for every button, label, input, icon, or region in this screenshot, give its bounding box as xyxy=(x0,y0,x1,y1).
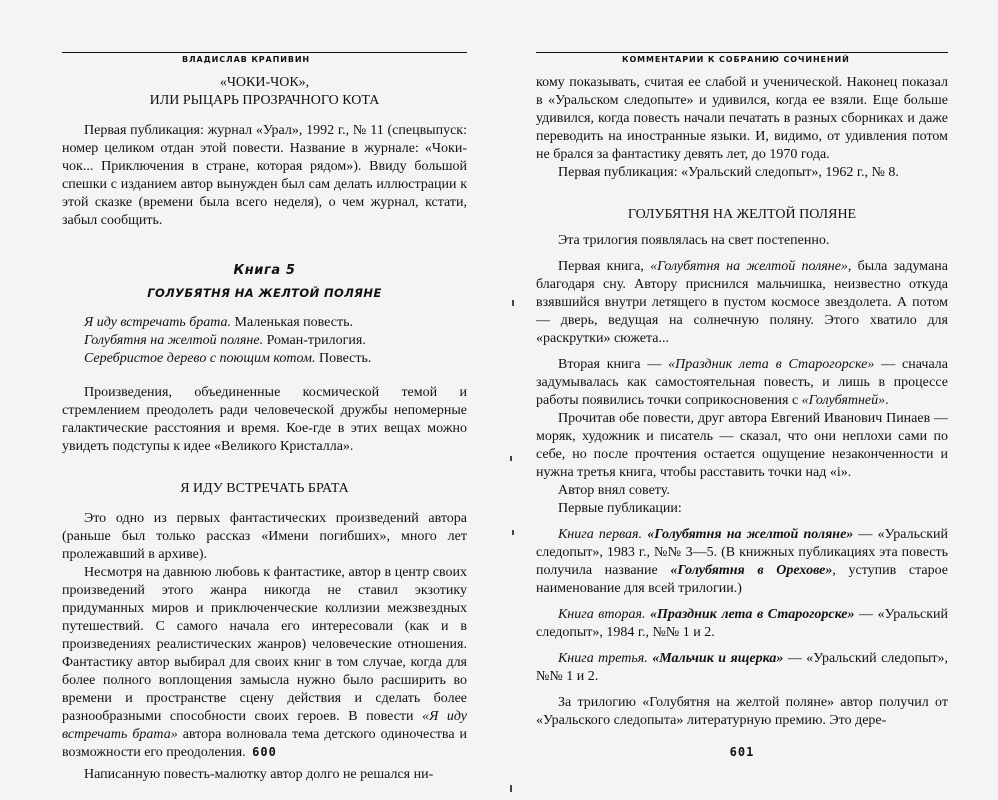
list-item-desc: Маленькая повесть. xyxy=(231,315,353,330)
text-run: — «Уральский следопыт», 1984 г., №№ 1 и 2. xyxy=(536,607,948,640)
section-title-line1: «ЧОКИ-ЧОК», xyxy=(219,75,310,90)
running-head: КОММЕНТАРИИ К СОБРАНИЮ СОЧИНЕНИЙ xyxy=(622,55,850,64)
pub-label: Книга третья. xyxy=(558,651,648,666)
list-item-desc: Роман-трилогия. xyxy=(263,333,366,348)
running-head: ВЛАДИСЛАВ КРАПИВИН xyxy=(182,55,311,64)
paragraph xyxy=(62,564,467,762)
paragraph xyxy=(536,258,948,348)
pub-label: Книга вторая. xyxy=(558,607,646,622)
italic-title: «Голубятня на желтой поляне» xyxy=(650,259,848,274)
left-page xyxy=(62,0,467,800)
text-run: — сначала задумывалась как самостоятельная повесть, и лишь в процессе работы появились точки соприкосновения с xyxy=(536,357,948,408)
paragraph: Прочитав обе повести, друг автора Евгений Иванович Пинаев — моряк, художник и писатель — сказал, что они неплохи сами по себе, но после прочтения остается ощущение незаконченности и нужна третья книга, чтобы расставить точки над «i». xyxy=(536,411,948,480)
gutter-mark xyxy=(510,785,512,792)
header-rule xyxy=(536,52,948,53)
text-run: , была задумана благодаря сну. Автору приснился мальчишка, неизвестно откуда взявшийся внутри летящего в пустом космосе звездолета. А потом — дверь, ведущая на солнечную поляну. Этого хватило для «раскрутки» сюжета... xyxy=(536,259,948,346)
paragraph: Автор внял совету. xyxy=(558,483,670,498)
italic-title: «Праздник лета в Старогорске» xyxy=(668,357,875,372)
list-item xyxy=(62,332,467,350)
book-heading: Книга 5 xyxy=(233,263,296,278)
paragraph: Первые публикации: xyxy=(558,501,682,516)
paragraph: Первая публикация: «Уральский следопыт», 1962 г., № 8. xyxy=(558,165,899,180)
section-heading: ГОЛУБЯТНЯ НА ЖЕЛТОЙ ПОЛЯНЕ xyxy=(627,207,857,222)
paragraph: Первая публикация: журнал «Урал», 1992 г., № 11 (спецвыпуск: номер целиком отдан этой повести. Название в журнале: «Чоки-чок... Приключения в стране, которая рядом»). Ввиду большой спешки с изданием автор вынужден был сам делать иллюстрации к этой сказке (времени была всего неделя), о чем журнал, кстати, забыл сообщить. xyxy=(62,123,467,228)
paragraph: Это одно из первых фантастических произведений автора (раньше был только рассказ «Имени погибших», много лет пролежавший в архиве). xyxy=(62,511,467,562)
section-heading: Я ИДУ ВСТРЕЧАТЬ БРАТА xyxy=(180,481,349,496)
paragraph: Эта трилогия появлялась на свет постепенно. xyxy=(558,233,830,248)
right-page-content xyxy=(536,74,948,730)
paragraph: Написанную повесть-малютку автор долго не решался ни- xyxy=(84,767,434,782)
page-number: 601 xyxy=(729,745,755,759)
paragraph xyxy=(536,356,948,410)
right-page xyxy=(536,0,948,800)
left-page-content xyxy=(62,74,467,784)
italic-title: «Голубятней» xyxy=(801,393,886,408)
gutter-mark xyxy=(512,530,514,535)
pub-label: Книга первая. xyxy=(558,527,643,542)
publication-entry xyxy=(536,606,948,642)
pub-title: «Мальчик и ящерка» xyxy=(647,651,784,666)
paragraph: За трилогию «Голубятня на желтой поляне» автор получил от «Уральского следопыта» литературную премию. Это дере- xyxy=(536,695,948,728)
text-run: Несмотря на давнюю любовь к фантастике, автор в центр своих произведений этого жанра никогда не ставил экзотику придуманных миров и приключенческие коллизии межзвездных путешествий. С самого начала его интересовали (как и в произведениях реалистических жанров) человеческие отношения. Фантастику автор выбирал для своих книг в том случае, когда для более полного воплощения замысла нужно было расширить во времени и пространстве сцену действия и сделать более разнообразными способности своих героев. В повести xyxy=(62,565,467,724)
text-run: , уступив старое наименование для всей трилогии.) xyxy=(536,563,949,596)
text-run: автора волновала тема детского одиночества и возможности его преодоления. xyxy=(62,727,468,760)
list-item-title: Я иду встречать брата. xyxy=(84,315,232,330)
text-run: Вторая книга — xyxy=(558,357,669,372)
list-item-title: Голубятня на желтой поляне. xyxy=(84,333,264,348)
italic-title: «Я иду встречать брата» xyxy=(62,709,467,742)
text-run: — «Уральский следопыт», №№ 1 и 2. xyxy=(536,651,948,684)
list-item xyxy=(62,350,467,368)
publication-entry xyxy=(536,650,948,686)
list-item-desc: Повесть. xyxy=(315,351,372,366)
header-rule xyxy=(62,52,467,53)
pub-alt-title: «Голубятня в Орехове» xyxy=(670,563,833,578)
list-item xyxy=(62,314,467,332)
gutter-mark xyxy=(512,300,514,306)
book-subtitle: ГОЛУБЯТНЯ НА ЖЕЛТОЙ ПОЛЯНЕ xyxy=(147,286,382,300)
section-title-line2: ИЛИ РЫЦАРЬ ПРОЗРАЧНОГО КОТА xyxy=(149,93,380,108)
pub-title: «Праздник лета в Старогорске» xyxy=(645,607,855,622)
paragraph: кому показывать, считая ее слабой и ученической. Наконец показал в «Уральском следопыте» и удивился, когда ее взяли. Еще больше удивился, когда повесть начали печатать в разных сборниках и даже переводить на иностранные языки. И, видимо, от удивления потом не брался за фантастику девять лет, до 1970 года. xyxy=(536,75,948,162)
list-item-title: Серебристое дерево с поющим котом. xyxy=(84,351,316,366)
gutter-mark xyxy=(510,456,512,461)
text-run: Первая книга, xyxy=(558,259,651,274)
paragraph: Произведения, объединенные космической темой и стремлением преодолеть ради человеческой дружбы непомерные галактические расстояния и время. Кое-где в этих вещах можно увидеть подступы к идее «Великого Кристалла». xyxy=(62,385,467,454)
text-run: . xyxy=(885,393,889,408)
text-run: — «Уральский следопыт», 1983 г., №№ 3—5. (В книжных публикациях эта повесть получила название xyxy=(536,527,948,578)
page-number: 600 xyxy=(252,745,277,759)
pub-title: «Голубятня на желтой поляне» xyxy=(642,527,854,542)
publication-entry xyxy=(536,526,948,598)
